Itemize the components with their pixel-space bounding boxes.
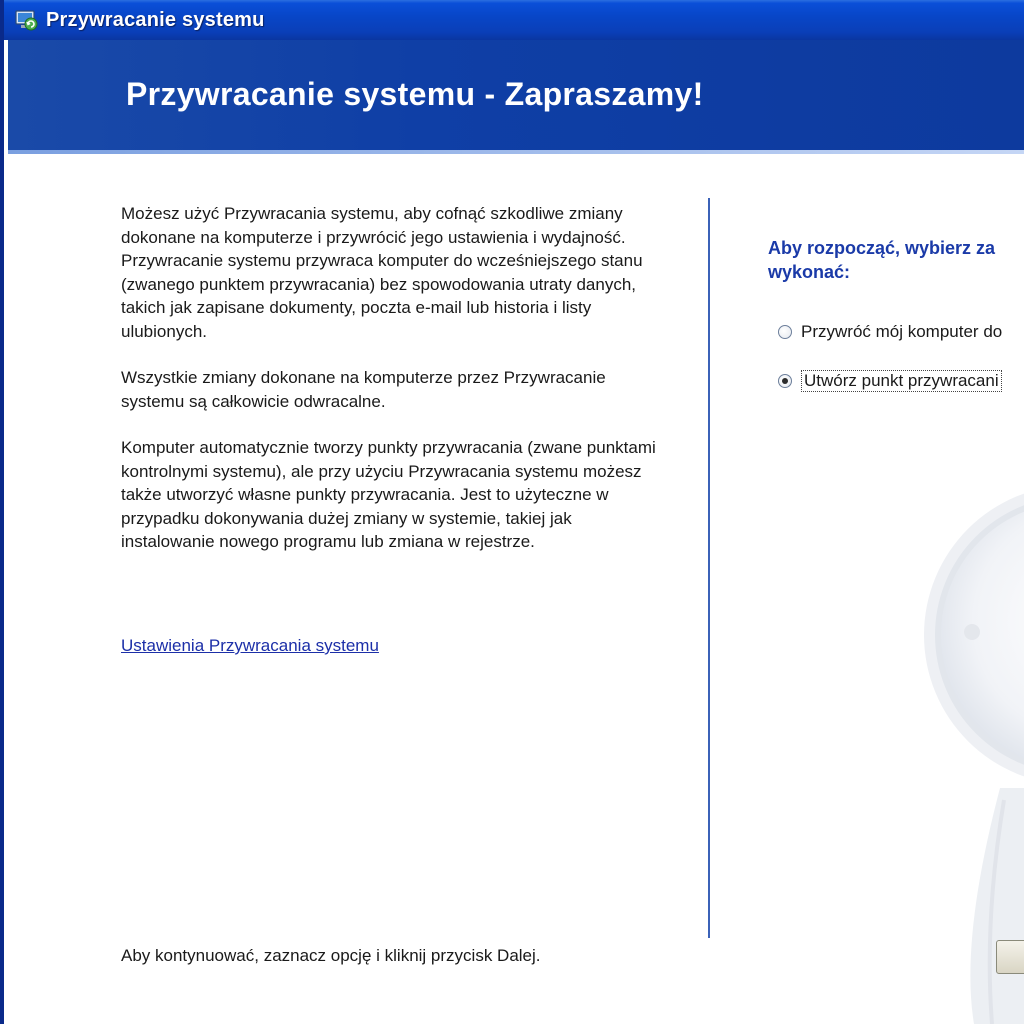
create-restore-point-radio[interactable]: [778, 374, 792, 388]
banner-divider: [8, 150, 1024, 154]
page-title: Przywracanie systemu - Zapraszamy!: [126, 76, 704, 112]
reversible-paragraph: Wszystkie zmiany dokonane na komputerze przez Przywracanie systemu są całkowicie odwracalne.: [121, 368, 606, 411]
create-restore-point-option[interactable]: [778, 370, 1002, 392]
window-title: Przywracanie systemu: [46, 8, 265, 31]
restore-computer-radio[interactable]: [778, 325, 792, 339]
column-divider: [708, 198, 710, 938]
restore-settings-link[interactable]: Ustawienia Przywracania systemu: [121, 636, 379, 655]
restore-points-paragraph: Komputer automatycznie tworzy punkty przywracania (zwane punktami kontrolnymi systemu), ale przy użyciu Przywracania systemu możesz także utworzyć własne punkty przywracania. Jest to użyteczne w przypadku dokonywania dużej zmiany w systemie, takiej jak instalowanie nowego programu lub zmiana w rejestrze.: [121, 438, 656, 551]
restore-computer-option[interactable]: [778, 322, 1002, 342]
options-heading: Aby rozpocząć, wybierz za wykonać:: [768, 238, 996, 282]
system-restore-icon: [12, 6, 40, 34]
description-panel: [121, 202, 661, 577]
restore-computer-label[interactable]: Przywróć mój komputer do: [801, 322, 1003, 341]
title-bar[interactable]: [4, 0, 1024, 40]
create-restore-point-label[interactable]: Utwórz punkt przywracani: [801, 370, 1002, 392]
continue-instruction: Aby kontynuować, zaznacz opcję i kliknij przycisk Dalej.: [121, 946, 541, 965]
next-button[interactable]: [996, 940, 1024, 974]
intro-paragraph: Możesz użyć Przywracania systemu, aby cofnąć szkodliwe zmiany dokonane na komputerze i przywrócić jego ustawienia i wydajność. Przywracanie systemu przywraca komputer do wcześniejszego stanu (zwanego punktem przywracania) bez spowodowania utraty danych, takich jak zapisane dokumenty, poczta e-mail lub historia i listy ulubionych.: [121, 204, 643, 341]
